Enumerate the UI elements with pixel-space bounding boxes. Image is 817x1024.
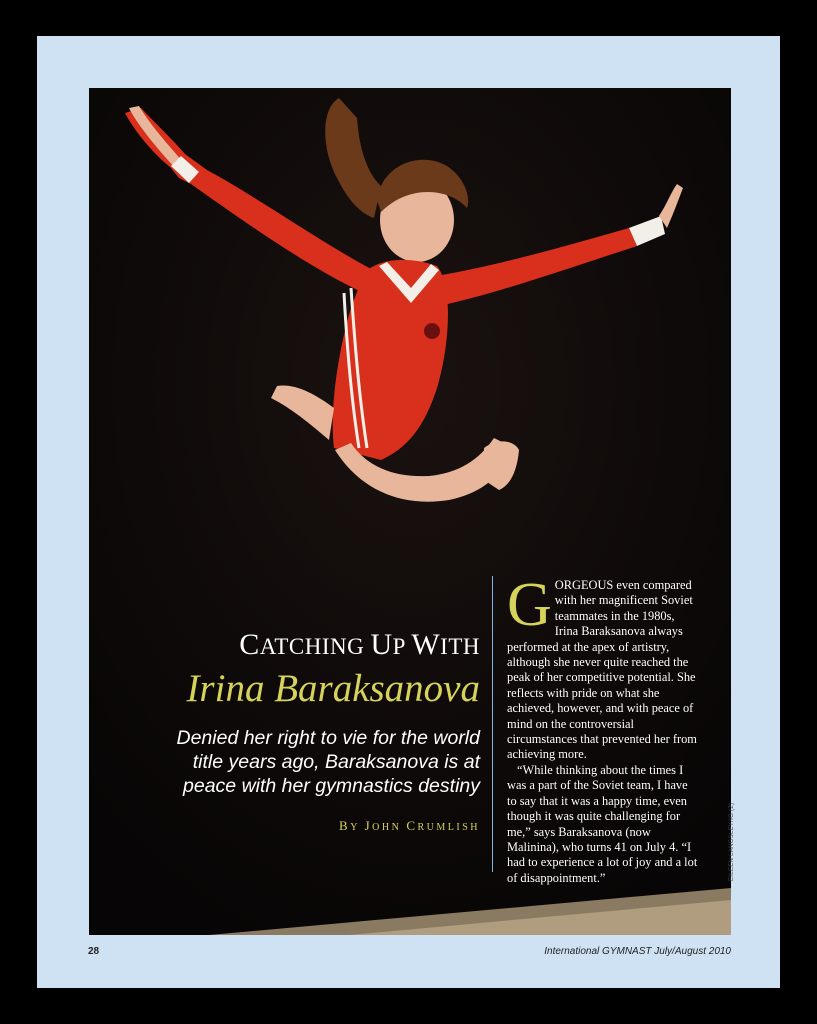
byline-cap-c: C — [406, 818, 418, 833]
magazine-page — [37, 36, 780, 988]
byline-text-2: OHN — [372, 822, 407, 833]
headline-text-3: ITH — [440, 634, 480, 659]
gymnast-photo — [89, 88, 735, 935]
headline-cap-u: U — [370, 628, 393, 661]
headline-kicker — [239, 628, 480, 662]
paragraph-1-text: even compared with her magnificent Soviet teammates in the 1980s, Irina Baraksanova always performed at the apex of artistry, although she never quite reached the peak of her competitive potential. She reflects with pride on what she achieved, however, and with peace of mind on the controversial circumstances that prevented her from achieving more. — [507, 578, 697, 762]
lead-caps: ORGEOUS — [554, 578, 614, 592]
photo-credit: EILEEN LANGSLEY/IG (2) — [729, 802, 735, 881]
headline-cap-c: C — [239, 628, 260, 661]
byline-text-1: Y — [350, 822, 365, 833]
page-number: 28 — [88, 946, 100, 957]
headline-text-1: ATCHING — [259, 634, 371, 659]
headline-name: Irina Baraksanova — [186, 667, 480, 710]
column-rule — [492, 576, 493, 872]
article-body — [507, 571, 699, 886]
byline-text-3: RUMLISH — [417, 822, 480, 833]
byline-cap-b: B — [339, 818, 351, 833]
drop-cap: G — [507, 571, 552, 639]
running-footer: International GYMNAST July/August 2010 — [544, 946, 731, 957]
headline-cap-w: W — [411, 628, 441, 661]
byline-cap-j: J — [364, 818, 373, 833]
headline-text-2: P — [392, 634, 412, 659]
paragraph-1 — [507, 571, 699, 763]
paragraph-2: “While thinking about the times I was a part of the Soviet team, I have to say that it was a happy time, even though it was quite challenging for me,” says Baraksanova (now Malinina), who turns 41 on July 4. “I had to experience a lot of joy and a lot of disappointment.” — [507, 762, 698, 885]
article-dek: Denied her right to vie for the world title years ago, Baraksanova is at peace with her gymnastics destiny — [176, 727, 480, 797]
byline — [339, 818, 480, 834]
